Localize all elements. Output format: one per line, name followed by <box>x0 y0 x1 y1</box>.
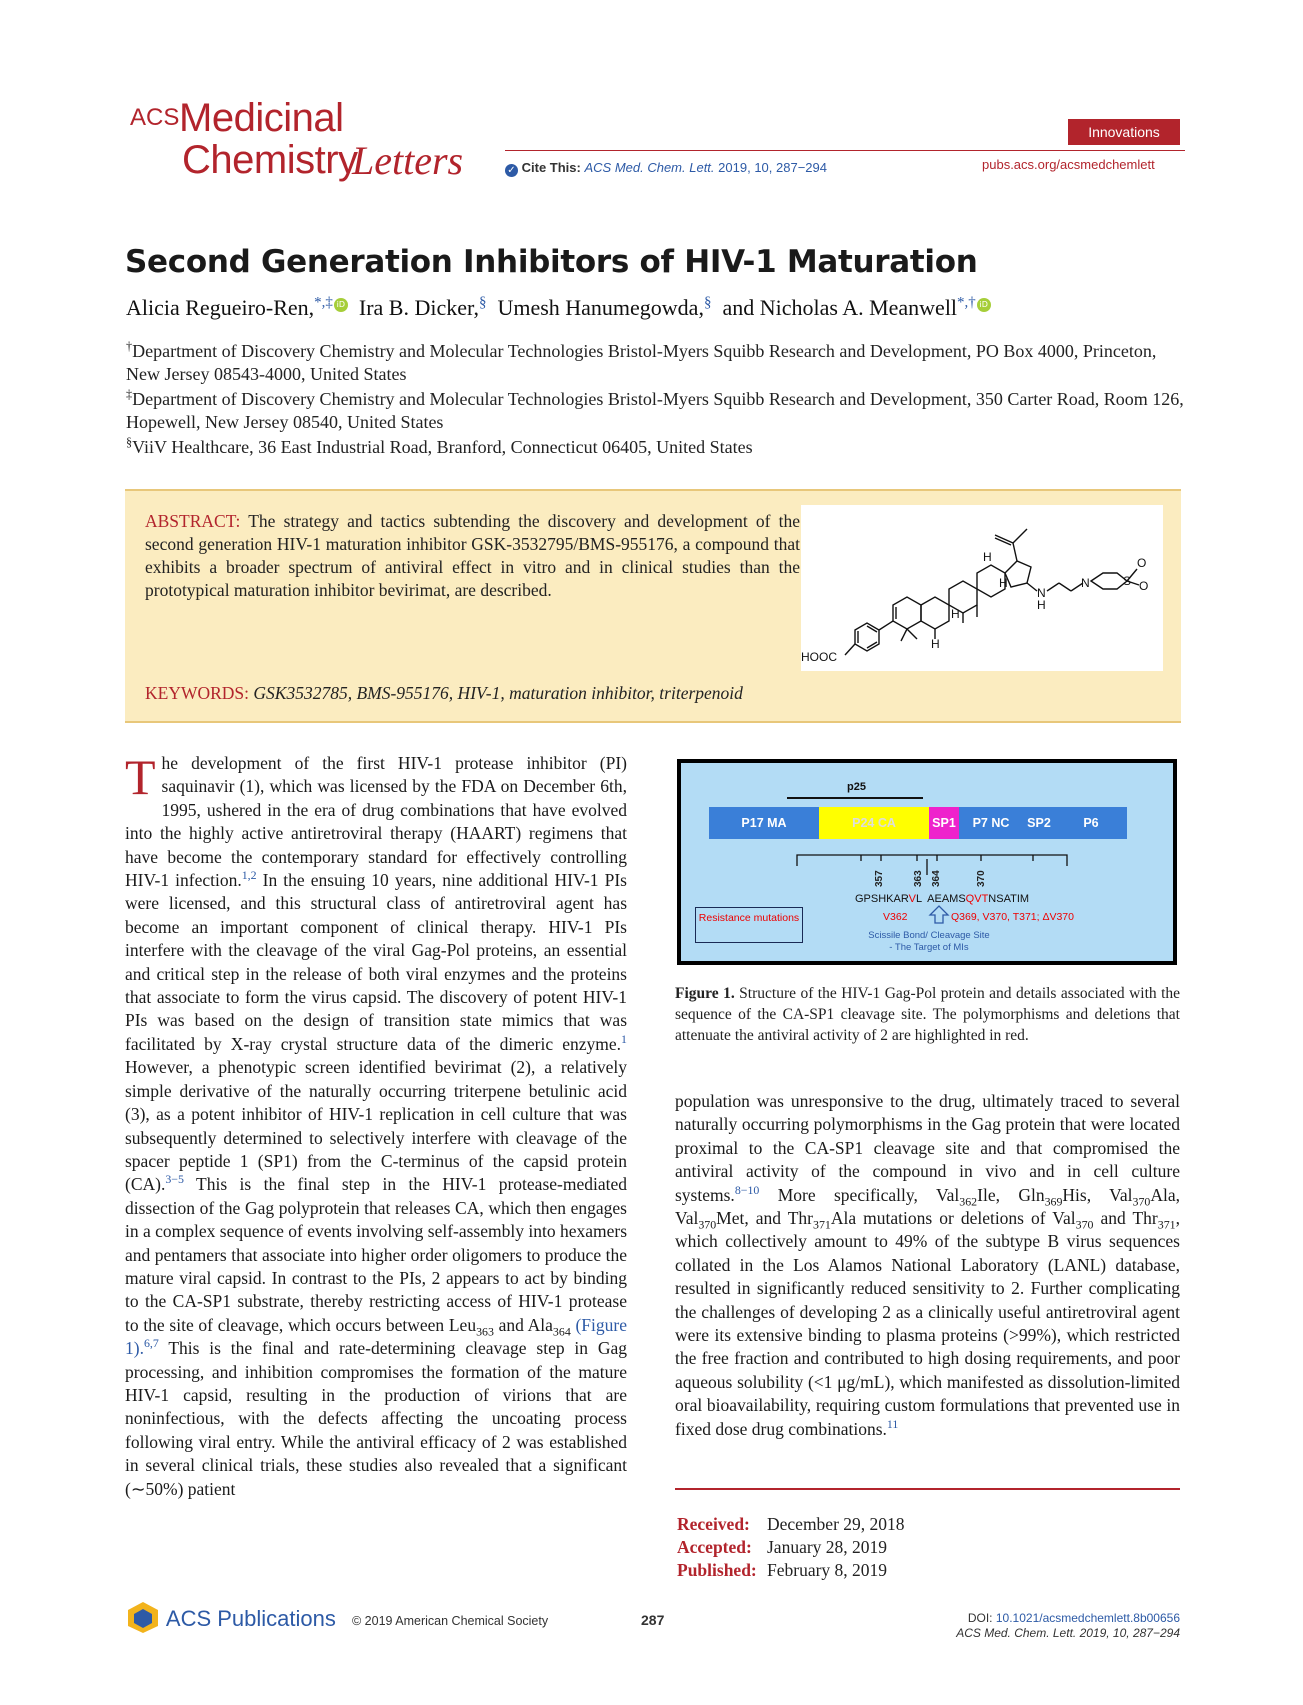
affiliation-mark: § <box>126 435 133 449</box>
publisher-logo[interactable] <box>125 1600 336 1634</box>
structure-label-h: H <box>983 550 992 564</box>
page-number: 287 <box>641 1612 665 1628</box>
paragraph-text: More specifically, Val <box>759 1184 960 1205</box>
subscript: 369 <box>1044 1194 1063 1209</box>
check-badge-icon: ✓ <box>505 164 518 177</box>
date-value: January 28, 2019 <box>767 1537 888 1557</box>
subscript: 370 <box>1132 1194 1151 1209</box>
cite-ref[interactable]: 2019, 10, 287−294 <box>718 160 827 175</box>
body-right-column <box>675 1090 1180 1441</box>
citation-link[interactable]: 1 <box>621 1032 627 1047</box>
position-label: 357 <box>874 870 885 887</box>
author-marks: § <box>703 294 712 311</box>
mutation-list: Q369, V370, T371; ΔV370 <box>951 911 1074 923</box>
paragraph-text: However, a phenotypic screen identified bevirimat (2), a relatively simple derivative of the naturally occurring triterpene betulinic acid (3), as a potent inhibitor of HIV-1 replication in cell culture that was subsequently determined to selectively interfere with cleavage of the spacer peptide 1 (SP1) from the C-terminus of the capsid protein (CA). <box>125 1057 627 1195</box>
cite-journal[interactable]: ACS Med. Chem. Lett. <box>584 160 715 175</box>
caption-text: Structure of the HIV-1 Gag-Pol protein and details associated with the sequence of the CA-SP1 cleavage site. The polymorphisms and deletions that attenuate the antiviral activity of 2 are highlighted in red. <box>675 985 1181 1044</box>
position-label: 370 <box>976 870 987 887</box>
abstract <box>145 510 800 602</box>
affiliation <box>126 388 1186 434</box>
author-marks: § <box>478 294 487 311</box>
date-accepted <box>677 1537 887 1558</box>
affiliation-mark: † <box>126 339 133 353</box>
structure-label-n: N <box>1037 586 1046 600</box>
structure-label-h: H <box>999 576 1008 590</box>
chemical-structure <box>801 505 1163 671</box>
figure-link[interactable]: (Figure 1). <box>125 1314 628 1359</box>
affiliation-mark: ‡ <box>126 387 133 401</box>
caption-label: Figure 1. <box>675 985 735 1002</box>
sequence-part: NSATIM <box>988 893 1030 905</box>
doi-link[interactable]: 10.1021/acsmedchemlett.8b00656 <box>995 1611 1180 1625</box>
position-label: 364 <box>931 870 942 887</box>
scissile-line: - The Target of MIs <box>889 942 969 953</box>
dates-rule <box>675 1488 1180 1490</box>
orcid-icon[interactable]: iD <box>977 298 991 312</box>
author-name[interactable]: and Nicholas A. Meanwell <box>722 295 958 320</box>
drop-cap: T <box>125 749 156 805</box>
subscript: 363 <box>476 1324 494 1339</box>
structure-label-o: O <box>1137 556 1147 570</box>
sequence-part: L AEAMS <box>915 893 966 905</box>
segment-p24: P24 CA <box>819 807 929 839</box>
sequence-mutation: QVT <box>965 893 989 905</box>
segment-sp1: SP1 <box>929 807 959 839</box>
acs-hexagon-icon <box>125 1600 161 1634</box>
subscript: 371 <box>813 1217 831 1232</box>
paragraph-text: Ile, Gln <box>977 1184 1045 1205</box>
date-received <box>677 1514 905 1535</box>
paragraph-text: and Ala <box>493 1314 553 1335</box>
cleavage-sequence <box>855 893 1029 905</box>
author-name[interactable]: Umesh Hanumegowda, <box>497 295 704 320</box>
structure-label-h: H <box>931 637 940 651</box>
author-marks: *,† <box>957 294 976 311</box>
cite-label: Cite This: <box>521 160 581 175</box>
citation-link[interactable]: 8−10 <box>734 1182 760 1197</box>
structure-label-h: H <box>1037 598 1046 612</box>
date-value: February 8, 2019 <box>767 1560 888 1580</box>
date-published <box>677 1560 887 1581</box>
scissile-label <box>839 930 1019 954</box>
paragraph-text: Ala mutations or deletions of Val <box>830 1208 1076 1229</box>
date-label: Received: <box>677 1514 750 1534</box>
paragraph-text: In the ensuing 10 years, nine additional HIV-1 PIs were licensed, and this structural class of antiretroviral agent has become an important component of clinical therapy. HIV-1 PIs interfere with the cleavage of the viral Gag-Pol proteins, an essential and critical step in the release of both viral enzymes and the proteins that associate to form the virus capsid. The discovery of potent HIV-1 PIs was based on the design of transition state mimics that was facilitated by X-ray crystal structure data of the dimeric enzyme. <box>125 870 627 1054</box>
date-label: Published: <box>677 1560 757 1580</box>
keywords <box>145 683 743 704</box>
p25-label: p25 <box>847 781 866 793</box>
subscript: 371 <box>1157 1217 1176 1232</box>
orcid-icon[interactable]: iD <box>334 298 348 312</box>
subscript: 364 <box>552 1324 571 1339</box>
logo-letters: Letters <box>352 138 464 183</box>
segment-p17: P17 MA <box>709 807 819 839</box>
author-name[interactable]: Alicia Regueiro-Ren, <box>126 295 315 320</box>
citation-link[interactable]: 3−5 <box>165 1172 184 1187</box>
structure-label-acid: HOOC <box>801 650 837 664</box>
segment-p7: P7 NC <box>959 807 1023 839</box>
figure-diagram <box>681 763 1173 961</box>
citation-link[interactable]: 1,2 <box>241 868 257 883</box>
paragraph-text: and Thr <box>1093 1208 1158 1229</box>
header-rule <box>505 150 1185 151</box>
affiliation-text: Department of Discovery Chemistry and Molecular Technologies Bristol-Myers Squibb Research and Development, PO Box 4000, Princeton, New Jersey 08543-4000, United States <box>126 341 1157 384</box>
subscript: 362 <box>959 1194 978 1209</box>
journal-logo <box>130 96 500 192</box>
figure-caption <box>675 983 1180 1046</box>
figure-1 <box>677 759 1177 965</box>
affiliation-text: ViiV Healthcare, 36 East Industrial Road, Branford, Connecticut 06405, United States <box>132 437 753 457</box>
mutation-v362: V362 <box>883 911 908 923</box>
resistance-box: Resistance mutations <box>695 907 803 943</box>
author-list <box>126 295 991 321</box>
doi-label: DOI: <box>967 1611 993 1625</box>
logo-chemistry: Chemistry <box>182 138 358 182</box>
body-left-column <box>125 749 628 1501</box>
keywords-list: GSK3532785, BMS-955176, HIV-1, maturation inhibitor, triterpenoid <box>253 683 743 703</box>
abstract-text: The strategy and tactics subtending the discovery and development of the second generation HIV-1 maturation inhibitor GSK-3532795/BMS-955176, a compound that exhibits a broader spectrum of antiviral effect in vitro and in clinical studies than the prototypical maturation inhibitor bevirimat, are described. <box>145 511 800 600</box>
citation-link[interactable]: 6,7 <box>143 1336 159 1351</box>
segment-p6: P6 <box>1055 807 1127 839</box>
structure-label-s: S <box>1123 574 1132 588</box>
affiliation <box>126 436 1186 459</box>
copyright: © 2019 American Chemical Society <box>352 1614 549 1628</box>
affiliation-text: Department of Discovery Chemistry and Molecular Technologies Bristol-Myers Squibb Research and Development, 350 Carter Road, Room 126, Hopewell, New Jersey 08540, United States <box>126 389 1184 432</box>
logo-acs: ACS <box>130 104 180 131</box>
structure-label-h: H <box>951 607 960 621</box>
journal-url[interactable]: pubs.acs.org/acsmedchemlett <box>982 157 1155 172</box>
sequence-mutation: V <box>908 893 916 905</box>
paragraph-text: he development of the first HIV-1 protease inhibitor (PI) saquinavir (1), which was licensed by the FDA on December 6th, 1995, ushered in the era of drug combinations that have evolved into the highly active antiretroviral therapy (HAART) regimens that have become the contemporary standard for effectively controlling HIV-1 infection. <box>125 753 627 891</box>
date-value: December 29, 2018 <box>767 1514 905 1534</box>
cite-this[interactable] <box>505 160 827 177</box>
paragraph-text: This is the final step in the HIV-1 protease-mediated dissection of the Gag polyprotein that releases CA, which then engages in a complex sequence of events involving self-assembly into hexamers and pentamers that associate into higher order oligomers to produce the mature viral capsid. In contrast to the PIs, 2 appears to act by binding to the CA-SP1 substrate, thereby restricting access of HIV-1 protease to the site of cleavage, which occurs between Leu <box>125 1174 628 1335</box>
abstract-label: ABSTRACT: <box>145 511 241 531</box>
paragraph-text: population was unresponsive to the drug, ultimately traced to several naturally occurring polymorphisms in the Gag protein that were located proximal to the CA-SP1 cleavage site and that compromised the antiviral activity of the compound in vivo and in cell culture systems. <box>675 1091 1180 1205</box>
citation-link[interactable]: 11 <box>886 1416 899 1431</box>
doi-block <box>940 1611 1180 1641</box>
position-label: 363 <box>913 870 924 887</box>
publisher-name: ACS Publications <box>165 1606 336 1631</box>
subscript: 370 <box>1075 1217 1094 1232</box>
structure-drawing <box>801 505 1163 671</box>
paragraph-text: Met, and Thr <box>716 1208 814 1229</box>
logo-medicinal: Medicinal <box>179 96 344 140</box>
section-badge: Innovations <box>1068 119 1180 145</box>
affiliation <box>126 340 1186 386</box>
paragraph-text: Ala, Val <box>675 1184 1180 1229</box>
author-marks: *,‡ <box>314 294 333 311</box>
paragraph-text: , which collectively amount to 49% of the subtype B virus sequences collated in the Los Alamos National Laboratory (LANL) database, resulted in significantly reduced sensitivity to 2. Further complicating the challenges of developing 2 as a clinically useful antiretroviral agent were its extensive binding to plasma proteins (>99%), which restricted the free fraction and contributed to high dosing requirements, and poor aqueous solubility (<1 μg/mL), which manifested as dissolution-limited oral bioavailability, requiring custom formulations that prevented use in fixed dose drug combinations. <box>675 1208 1180 1439</box>
subscript: 370 <box>698 1217 717 1232</box>
author-name[interactable]: Ira B. Dicker, <box>358 295 479 320</box>
footer-citation: ACS Med. Chem. Lett. 2019, 10, 287−294 <box>956 1626 1180 1640</box>
segment-sp2: SP2 <box>1023 807 1055 839</box>
keywords-label: KEYWORDS: <box>145 683 250 703</box>
structure-label-o: O <box>1139 579 1149 593</box>
date-label: Accepted: <box>677 1537 752 1557</box>
structure-label-n: N <box>1081 576 1090 590</box>
article-title: Second Generation Inhibitors of HIV-1 Maturation <box>125 244 978 280</box>
paragraph-text: His, Val <box>1062 1184 1133 1205</box>
sequence-part: GPSHKAR <box>855 893 909 905</box>
paragraph-text: This is the final and rate-determining cleavage step in Gag processing, and inhibition compromises the formation of the mature HIV-1 capsid, resulting in the production of virions that are noninfectious, with the defects affecting the uncoating process following viral entry. While the antiviral efficacy of 2 was established in several clinical trials, these studies also revealed that a significant (∼50%) patient <box>125 1338 627 1499</box>
scissile-line: Scissile Bond/ Cleavage Site <box>868 930 990 941</box>
